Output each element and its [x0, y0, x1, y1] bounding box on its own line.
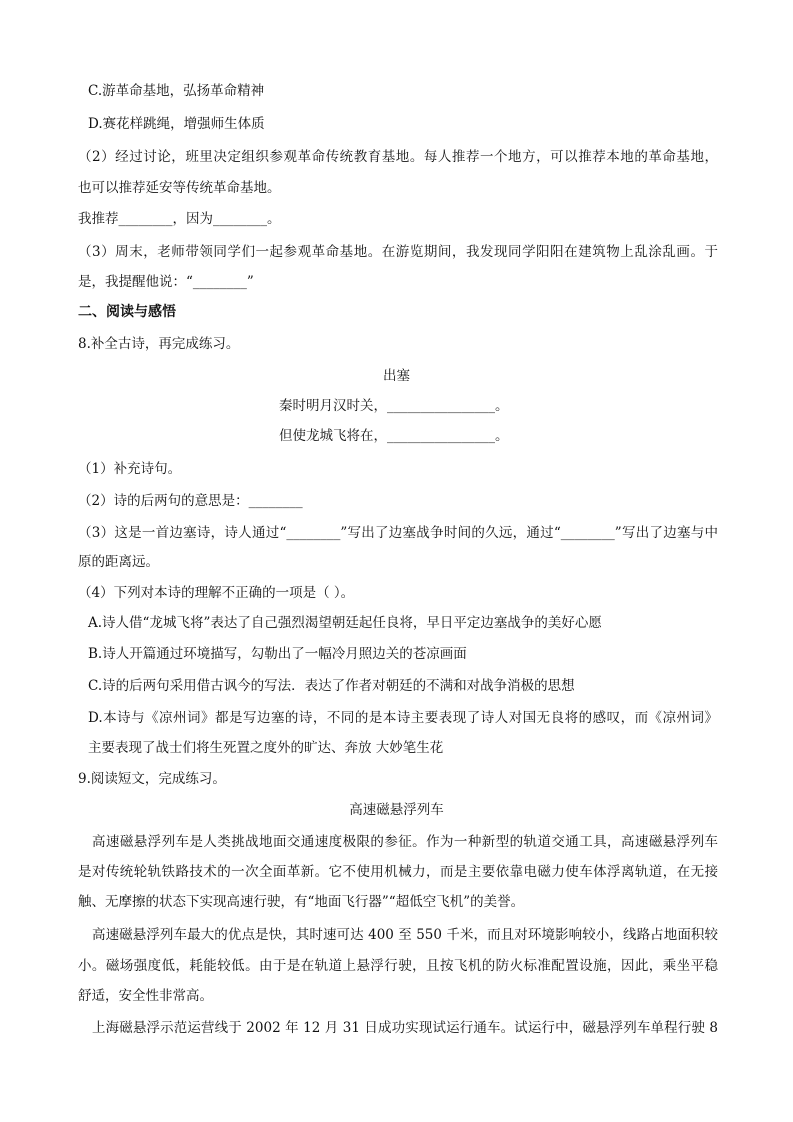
- q8-option-d-line1: D.本诗与《凉州词》都是写边塞的诗，不同的是本诗主要表现了诗人对国无良将的感叹，而《凉州词》: [88, 710, 718, 726]
- q8-option-d-line2: 主要表现了战士们将生死置之度外的旷达、奔放 大妙笔生花: [88, 740, 444, 756]
- q8-stem: 8.补全古诗，再完成练习。: [78, 336, 240, 352]
- q9-stem: 9.阅读短文，完成练习。: [78, 771, 226, 787]
- article-p1-line2: 是对传统轮轨铁路技术的一次全面革新。它不使用机械力，而是主要依靠电磁力使车体浮离轨道，在无接: [78, 864, 718, 880]
- q8-sub3-line2: 原的距离远。: [78, 554, 159, 570]
- section-heading-reading: 二、阅读与感悟: [78, 304, 176, 320]
- q7-part2-line1: （2）经过讨论，班里决定组织参观革命传统教育基地。每人推荐一个地方，可以推荐本地的革命基地，: [78, 149, 718, 165]
- article-p1-line1: 高速磁悬浮列车是人类挑战地面交通速度极限的参征。作为一种新型的轨道交通工具，高速磁悬浮列车: [92, 834, 718, 850]
- q7-option-c: C.游革命基地，弘扬革命精神: [88, 83, 265, 99]
- q7-option-d: D.赛花样跳绳，增强师生体质: [88, 116, 265, 132]
- q8-option-b: B.诗人开篇通过环境描写，勾勒出了一幅冷月照边关的苍凉画面: [88, 646, 467, 662]
- q8-sub4: （4）下列对本诗的理解不正确的一项是（ ）。: [78, 585, 355, 601]
- q8-option-c: C.诗的后两句采用借古讽今的写法．表达了作者对朝廷的不满和对战争消极的思想: [88, 678, 575, 694]
- q8-sub1: （1）补充诗句。: [78, 461, 182, 477]
- q7-part3-line1: （3）周末，老师带领同学们一起参观革命基地。在游览期间，我发现同学阳阳在建筑物上乱涂乱画。于: [78, 244, 718, 260]
- q7-part2-line2: 也可以推荐延安等传统革命基地。: [78, 180, 281, 196]
- poem-line-2: 但使龙城飞将在，________________。: [279, 428, 509, 444]
- q7-part3-line2: 是，我提醒他说：“________”: [78, 274, 254, 290]
- poem-line-1: 秦时明月汉时关，________________。: [279, 398, 509, 414]
- q8-sub2: （2）诗的后两句的意思是：________: [78, 493, 303, 509]
- q8-option-a: A.诗人借“龙城飞将”表达了自己强烈渴望朝廷起任良将，早日平定边塞战争的美好心愿: [88, 615, 602, 631]
- article-p1-line3: 触、无摩擦的状态下实现高速行驶，有“地面飞行器”“超低空飞机”的美誉。: [78, 894, 525, 910]
- article-p3-line1: 上海磁悬浮示范运营线于 2002 年 12 月 31 日成功实现试运行通车。试运行中，磁悬浮列车单程行驶 8: [92, 1020, 718, 1036]
- q7-part2-fill: 我推荐________，因为________。: [78, 211, 281, 227]
- q8-sub3-line1: （3）这是一首边塞诗，诗人通过“________”写出了边塞战争时间的久远，通过“________”写出了边塞与中: [78, 525, 718, 541]
- article-p2-line3: 舒适，安全性非常高。: [78, 988, 213, 1004]
- poem-title: 出塞: [383, 368, 410, 384]
- article-p2-line2: 小。磁场强度低，耗能较低。由于是在轨道上悬浮行驶，且按飞机的防火标准配置设施，因此，乘坐平稳: [78, 958, 718, 974]
- article-title: 高速磁悬浮列车: [349, 802, 444, 818]
- article-p2-line1: 高速磁悬浮列车最大的优点是快，其时速可达 400 至 550 千米，而且对环境影响较小，线路占地面积较: [92, 927, 718, 943]
